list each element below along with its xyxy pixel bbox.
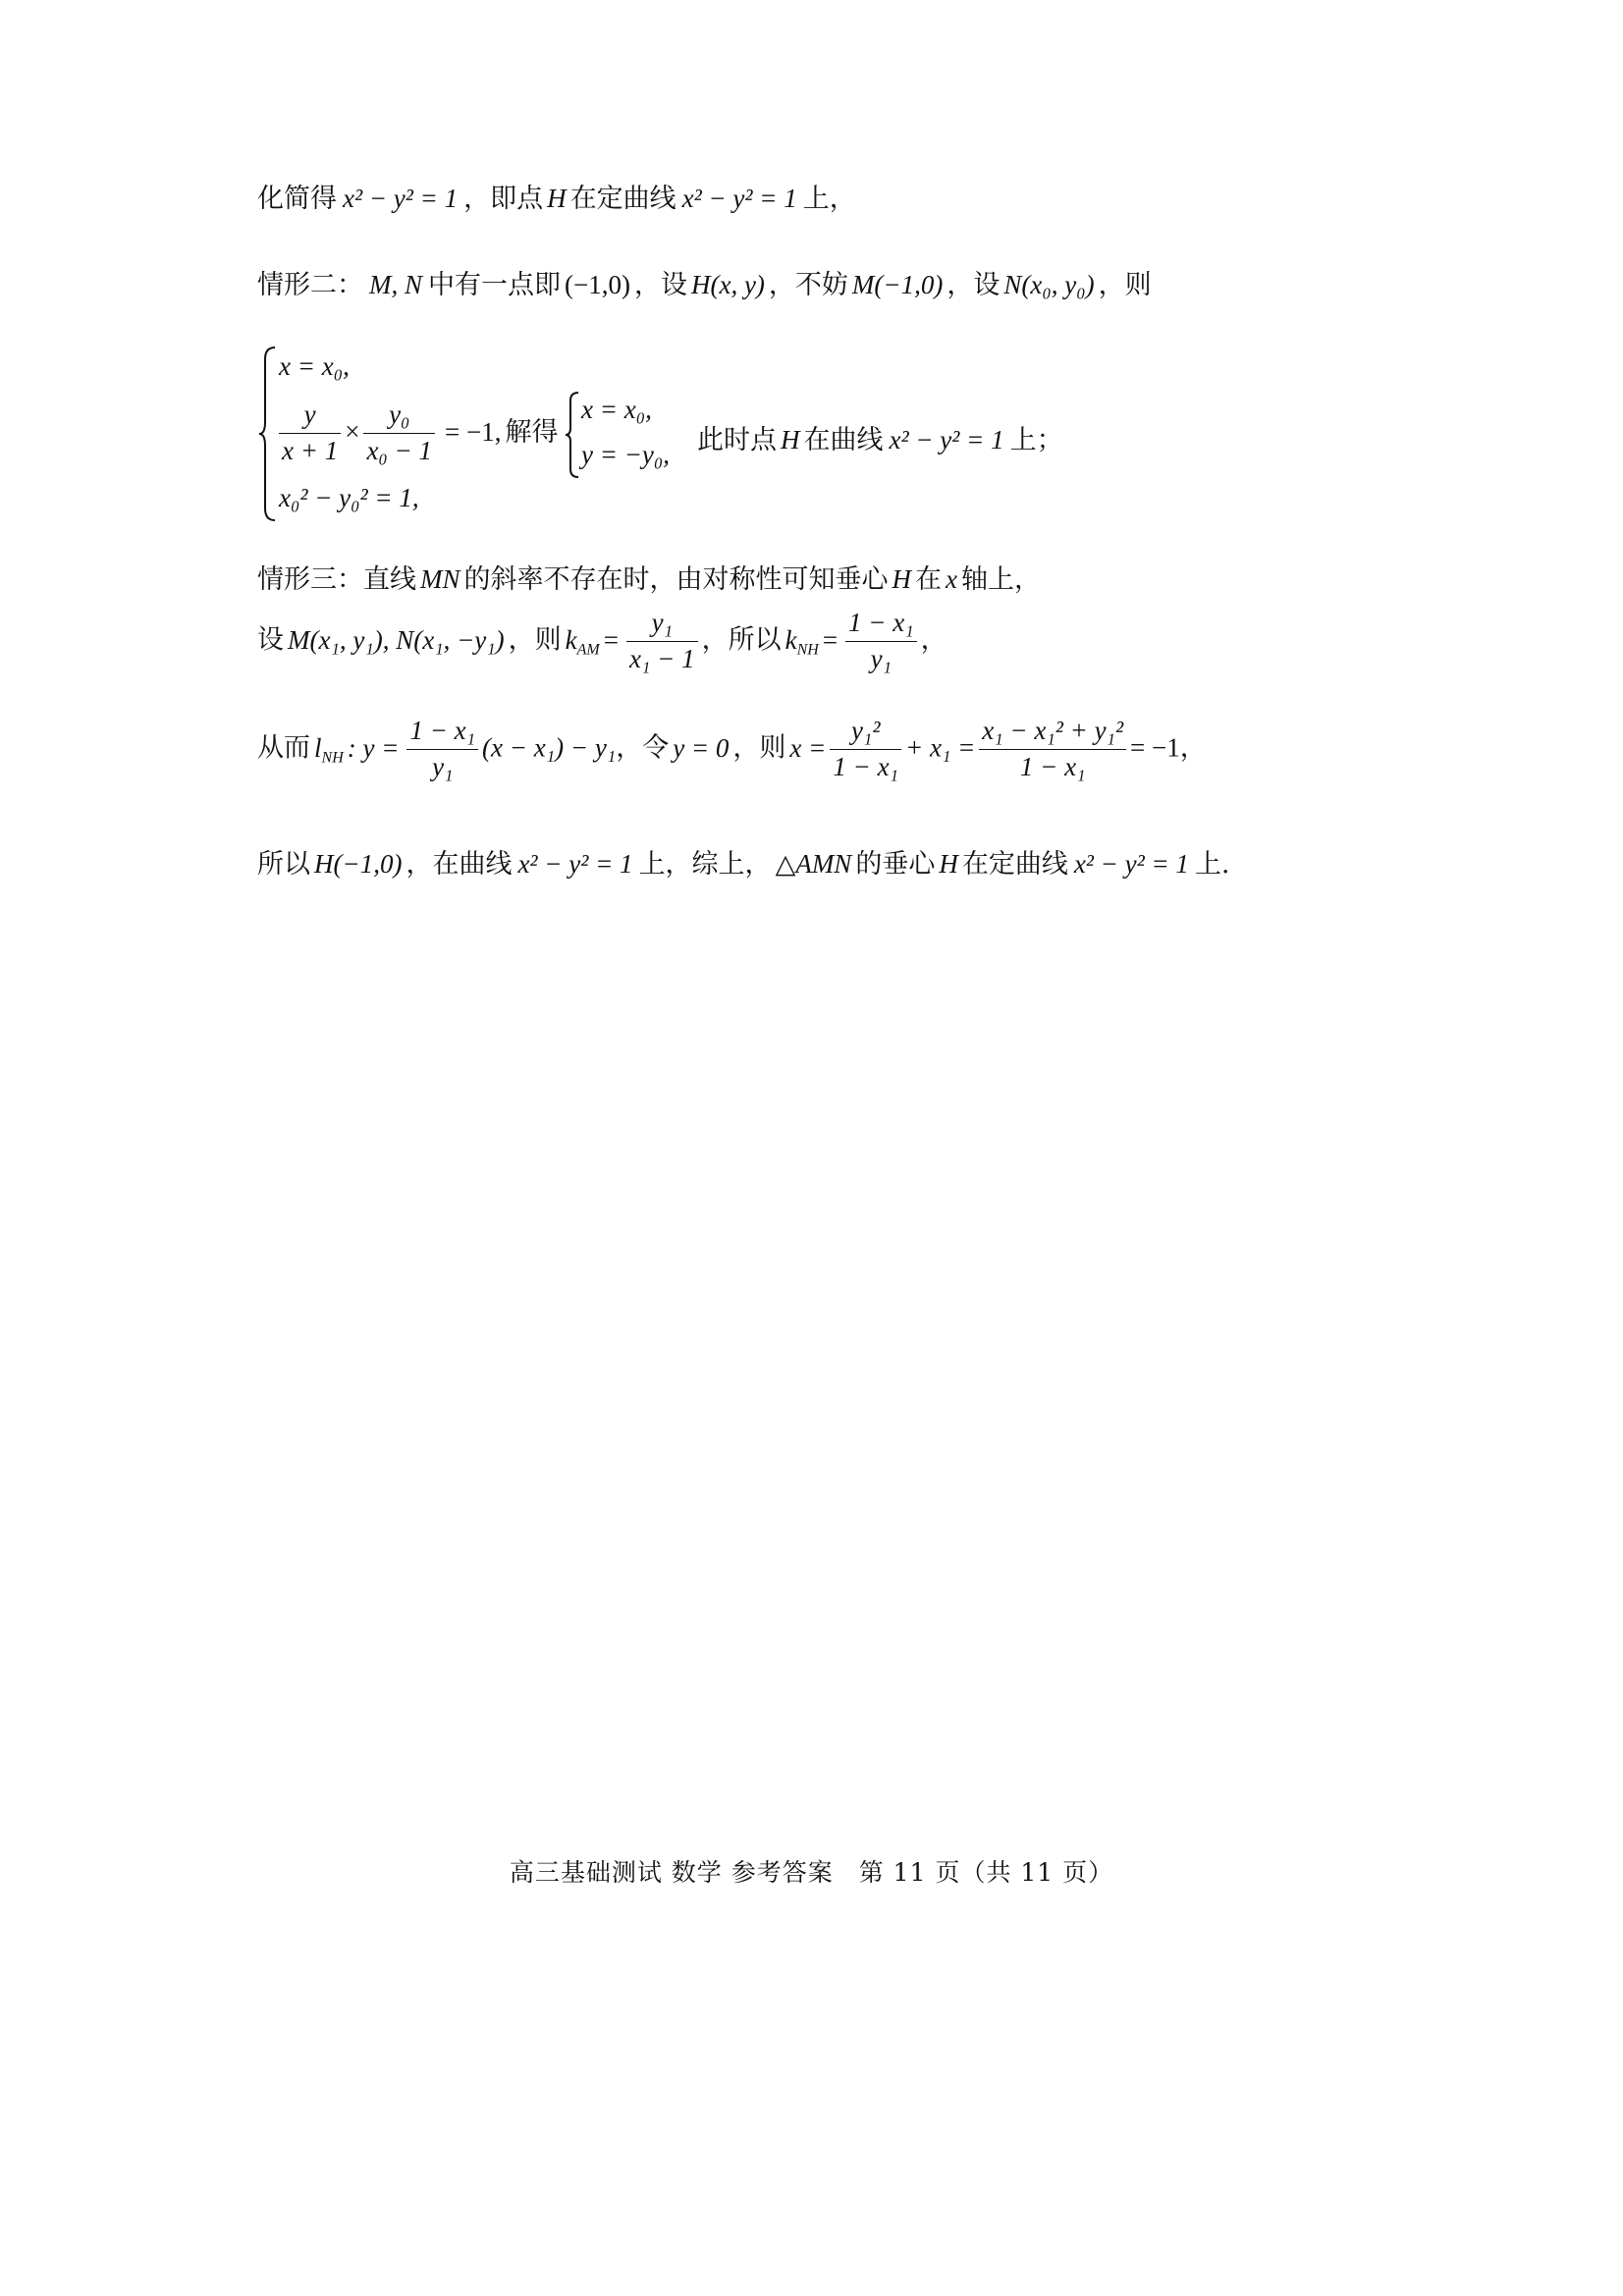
text: 轴上，: [960, 564, 1041, 595]
solution-row-2: y = −y₀,: [581, 440, 671, 469]
math: = −1: [1130, 732, 1180, 763]
text: ，: [1179, 732, 1207, 764]
math: △AMN: [775, 849, 852, 879]
text: 的垂心: [855, 849, 936, 880]
text: 的斜率不存在时，由对称性可知垂心: [463, 564, 889, 595]
text: ，所以: [701, 624, 782, 656]
text: ，则: [1098, 270, 1152, 300]
math: x =: [789, 732, 827, 763]
left-brace-icon: [564, 391, 581, 479]
math: M(−1,0): [851, 270, 944, 299]
text: 上.: [1194, 849, 1230, 880]
subscript: NH: [321, 749, 344, 767]
line-4: 设 M(x₁, y₁), N(x₁, −y₁) ，则 $k_{AM}$ = $\frac{\text{y₁}}{\text{x₁ − 1}}$ ，所以 $k_{NH}$ = $\frac{\text{1 − x₁}}{\text{y₁}}$ ，: [257, 608, 947, 673]
var-h: H: [547, 184, 567, 213]
text: 设: [257, 624, 284, 656]
text: 在定曲线: [569, 184, 676, 214]
text: ，则: [732, 732, 786, 764]
text: ，令: [616, 732, 670, 764]
text: ，: [920, 624, 947, 656]
equation: x² − y² = 1: [681, 184, 797, 213]
math: MN: [420, 564, 460, 594]
text: ，则: [508, 624, 562, 656]
fraction: $\frac{\text{1 − x₁}}{\text{y₁}}$: [845, 609, 917, 673]
text: 所以: [257, 849, 310, 880]
line-2: [257, 263, 1152, 301]
text: 中有一点即: [428, 270, 561, 300]
fraction: $\frac{\text{y₁}}{\text{x₁ − 1}}$: [626, 609, 698, 673]
math: H(−1,0): [314, 849, 403, 879]
text: ，即点: [463, 184, 544, 214]
solution-remark: 此时点 H 在曲线 x² − y² = 1 上；: [697, 425, 1063, 455]
fraction: $\frac{\text{y₁²}}{\text{1 − x₁}}$: [830, 717, 901, 781]
equation-system: [257, 346, 1337, 522]
page-footer: 高三基础测试 数学 参考答案 第 11 页（共 11 页）: [509, 1858, 1114, 1887]
line-5: [257, 717, 1207, 781]
math: (−1,0): [565, 270, 630, 299]
equation: x² − y² = 1: [517, 849, 633, 879]
math: H: [892, 564, 911, 594]
line-1: [257, 177, 856, 215]
system-row-2: $\frac{y}{x + 1}$ × $\frac{\text{y₀}}{\text{x₀ − 1}}$ = −1, 解得: [279, 400, 559, 465]
text: 上，综上，: [638, 849, 772, 880]
text: 在定曲线: [961, 849, 1068, 880]
left-brace-icon: [257, 346, 279, 522]
text: 从而: [257, 732, 310, 764]
math: : y =: [347, 732, 400, 763]
math: H(x, y): [690, 270, 765, 299]
system-row-1: x = x₀,: [279, 351, 350, 381]
text: ，不妨: [768, 270, 848, 300]
line-3: [257, 558, 1041, 596]
text: ，设: [947, 270, 1001, 300]
text: ，设: [633, 270, 687, 300]
equation: x² − y² = 1: [343, 184, 459, 213]
text: ，在曲线: [406, 849, 513, 880]
math: l: [314, 732, 322, 763]
text: 化简得: [257, 184, 337, 214]
math: + x₁ =: [904, 732, 976, 763]
case-label: 情形二：: [257, 270, 363, 300]
fraction: $\frac{\text{x₁ − x₁² + y₁²}}{\text{1 − x₁}}$: [979, 717, 1126, 781]
subscript: AM: [576, 641, 600, 659]
fraction: $\frac{\text{1 − x₁}}{\text{y₁}}$: [406, 717, 478, 781]
subscript: NH: [796, 641, 819, 659]
equation: x² − y² = 1: [1073, 849, 1189, 879]
solution-row-1: x = x₀,: [581, 395, 652, 424]
text: 直线: [363, 564, 416, 595]
case-label: 情形三：: [257, 564, 363, 595]
math: H: [939, 849, 958, 879]
text: 在: [915, 564, 942, 595]
math: x: [946, 564, 957, 594]
math: y = 0: [673, 732, 730, 763]
math: N(x₀, y₀): [1003, 270, 1095, 299]
math: (x − x₁) − y₁: [482, 732, 617, 763]
math: k: [565, 624, 577, 655]
math: M, N: [369, 270, 422, 299]
line-6: [257, 842, 1230, 881]
math: k: [784, 624, 797, 655]
text: 上，: [802, 184, 856, 214]
system-row-3: x₀² − y₀² = 1,: [279, 483, 419, 512]
math: M(x₁, y₁), N(x₁, −y₁): [288, 624, 505, 655]
